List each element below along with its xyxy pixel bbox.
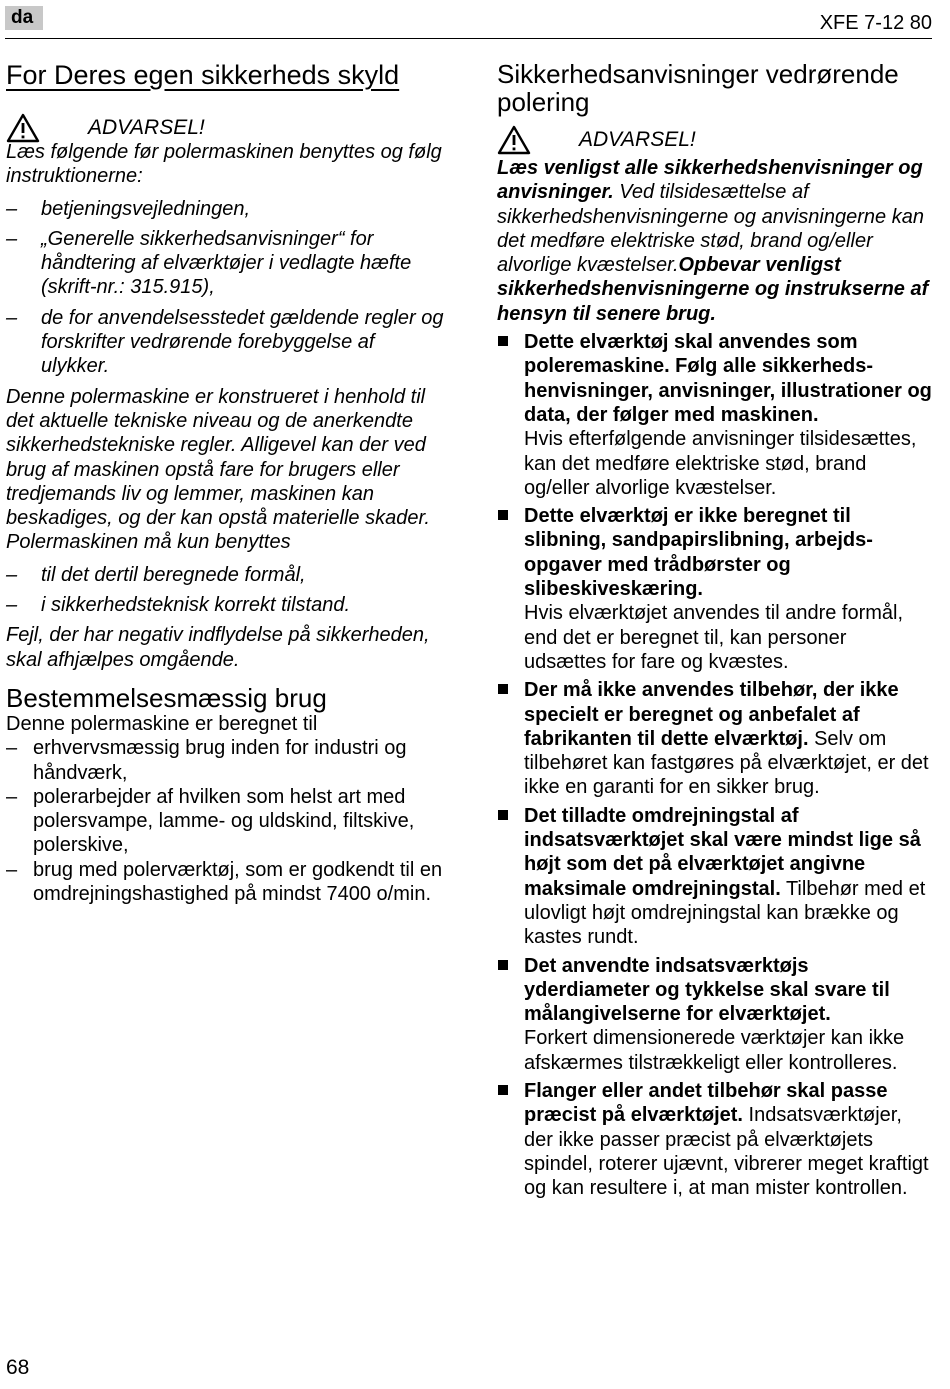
bullet-square-icon <box>498 510 508 520</box>
safety-bullet <box>497 678 933 799</box>
left-title <box>6 60 444 90</box>
left-list1 <box>6 197 444 379</box>
warning-icon <box>497 125 531 155</box>
list-item: – polerarbejder af hvilken som helst art med polersvampe, lamme- og uldskind, filtskive, polerskive, <box>6 785 444 858</box>
warning-label: ADVARSEL! <box>579 128 696 151</box>
warning-label: ADVARSEL! <box>88 116 205 139</box>
bullet-bold: Det anvendte indsatsværktøjs yderdiameter og tykkelse skal svare til målangivelserne for elværktøjet. <box>524 954 890 1026</box>
safety-bullets <box>497 330 933 1200</box>
list-item: – „Generelle sikkerhedsanvisninger“ for håndtering af elværktøjer i vedlagte hæfte (skrift-nr.: 315.915), <box>6 227 444 300</box>
bullet-text: Hvis efterfølgende anvisninger tilsidesættes, kan det medføre elektriske stød, brand og/eller alvorlige kvæstelser. <box>524 428 917 499</box>
safety-bullet <box>497 954 933 1075</box>
left-list2 <box>6 563 444 618</box>
bullet-square-icon <box>498 336 508 346</box>
usage-list <box>6 736 444 906</box>
left-paragraph: Denne polermaskine er konstrueret i henhold til det aktuelle tekniske niveau og de anerkendte sikkerhedstekniske regler. Alligevel kan der ved brug af maskinen opstå fare for brugers eller tredjemands liv og lemmer, maskinen kan beskadiges, og der kan opstå materielle skader. Polermaskinen må kun benyttes <box>6 385 430 554</box>
warning-bold-1: Læs venligst alle sikkerhedshenvisninger og anvisninger. <box>497 157 923 204</box>
bullet-text: Indsatsværktøjer, der ikke passer præcist på elværktøjets spindel, roterer ujævnt, vibrerer meget kraftigt og kan resultere i, at man mister kontrollen. <box>524 1104 929 1200</box>
safety-bullet <box>497 804 933 950</box>
list-item: – i sikkerhedsteknisk korrekt tilstand. <box>6 593 444 617</box>
bullet-bold: Det tilladte omdrejningstal af indsatsværktøjet skal være mindst lige så højt som det på elværktøjet angivne maksimale omdrejningstal. <box>524 804 921 900</box>
list-item: – til det dertil beregnede formål, <box>6 563 444 587</box>
section-title: Bestemmelsesmæssig brug <box>6 682 327 713</box>
left-intro: Læs følgende før polermaskinen benyttes og følg instruktionerne: <box>6 141 442 188</box>
list-item: – betjeningsvejledningen, <box>6 197 444 221</box>
warning-text: Ved tilsidesættelse af sikkerhedshenvisningerne og anvisningerne kan det medføre elektriske stød, brand og/eller alvorlige kvæstelser. <box>497 181 924 277</box>
model-number: XFE 7-12 80 <box>819 12 932 34</box>
safety-bullet <box>497 330 933 500</box>
bullet-bold: Der må ikke anvendes tilbehør, der ikke specielt er beregnet og anbefalet af fabrikanten til dette elværktøj. <box>524 679 899 750</box>
list-item: – erhvervsmæssig brug inden for industri og håndværk, <box>6 736 444 785</box>
header-rule <box>5 38 932 39</box>
bullet-text: Forkert dimensionerede værktøjer kan ikke afskærmes tilstrækkeligt eller kontrolleres. <box>524 1027 905 1074</box>
safety-bullet <box>497 1079 933 1200</box>
right-warning <box>497 124 933 156</box>
warning-bold-2: Opbevar venligst sikkerhedshenvisningerne og instrukserne af hensyn til senere brug. <box>497 254 929 325</box>
bullet-square-icon <box>498 810 508 820</box>
bullet-bold: Flanger eller andet tilbehør skal passe præcist på elværktøjet. <box>524 1079 888 1127</box>
usage-intro: Denne polermaskine er beregnet til <box>6 712 318 735</box>
bullet-square-icon <box>498 960 508 970</box>
bullet-text: Hvis elværktøjet anvendes til andre formål, end det er beregnet til, kan personer udsættes for fare og kvæstes. <box>524 602 904 673</box>
list-item: – brug med polerværktøj, som er godkendt til en omdrejningshastighed på mindst 7400 o/min. <box>6 858 444 907</box>
list-item: – de for anvendelsesstedet gældende regler og forskrifter vedrørende forebyggelse af ulykker. <box>6 306 444 379</box>
bullet-bold: Dette elværktøj er ikke beregnet til slibning, sandpapirslibning, arbejds-opgaver med trådbørster og slibeskiveskæring. <box>524 505 873 601</box>
bullet-square-icon <box>498 1085 508 1095</box>
language-tag: da <box>5 6 43 30</box>
bullet-square-icon <box>498 684 508 694</box>
right-warning-text <box>497 156 933 326</box>
left-title-text: For Deres egen sikkerheds skyld <box>6 60 400 90</box>
right-title: Sikkerhedsanvisninger vedrørende polering <box>497 59 899 117</box>
bullet-text: Selv om tilbehøret kan fastgøres på elværktøjet, er det ikke en garanti for en sikker brug. <box>524 727 929 799</box>
left-column <box>6 60 444 906</box>
left-paragraph-2: Fejl, der har negativ indflydelse på sikkerheden, skal afhjælpes omgående. <box>6 624 430 671</box>
page-number: 68 <box>6 1356 30 1379</box>
warning-icon <box>6 113 40 143</box>
bullet-text: Tilbehør med et ulovligt højt omdrejningstal kan brække og kastes rundt. <box>524 877 926 949</box>
bullet-bold: Dette elværktøj skal anvendes som poleremaskine. Følg alle sikkerheds-henvisninger, anvisninger, illustrationer og data, der følger med maskinen. <box>524 331 932 426</box>
right-column <box>497 60 933 1204</box>
safety-bullet <box>497 504 933 674</box>
